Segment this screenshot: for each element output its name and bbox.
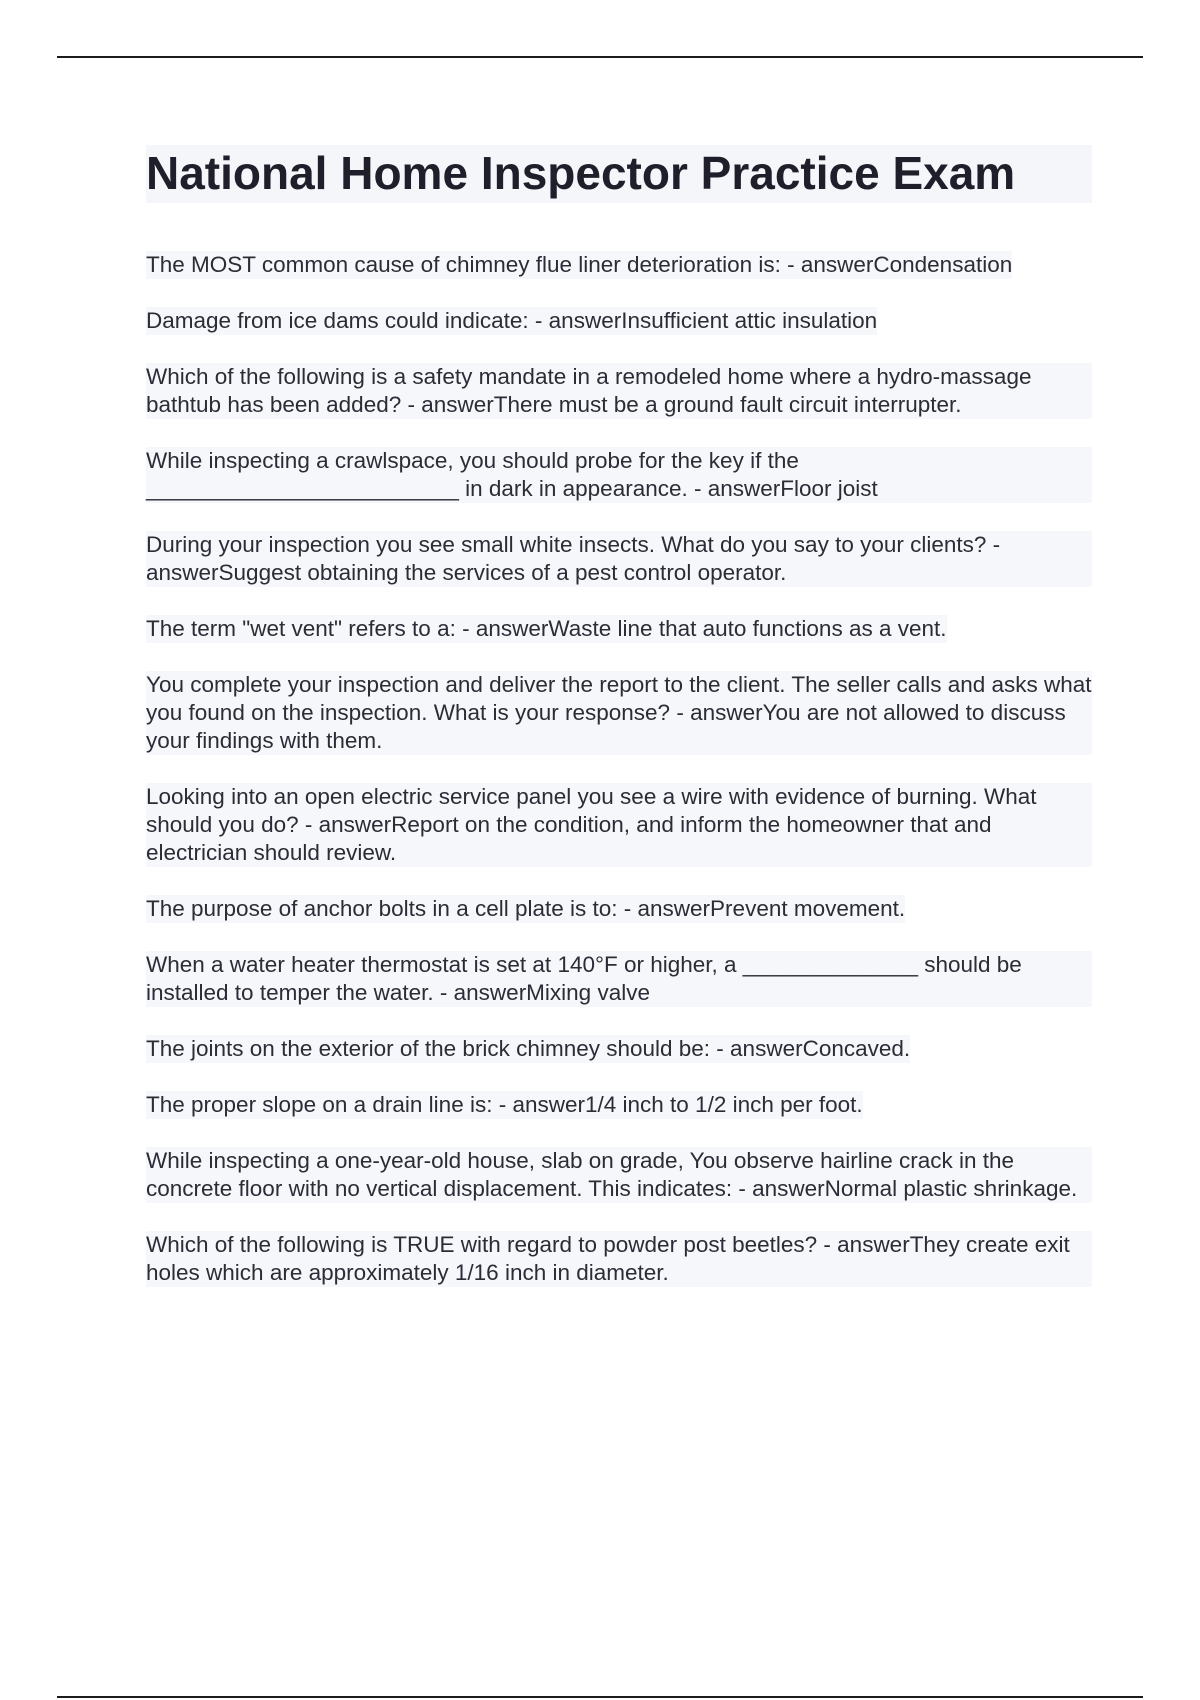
- qa-item: The MOST common cause of chimney flue liner deterioration is: - answerCondensation: [146, 252, 1013, 277]
- qa-item: The purpose of anchor bolts in a cell plate is to: - answerPrevent movement.: [146, 896, 906, 921]
- qa-item: The joints on the exterior of the brick chimney should be: - answerConcaved.: [146, 1036, 911, 1061]
- qa-item: You complete your inspection and deliver the report to the client. The seller calls and asks what you found on the inspection. What is your response? - answerYou are not allowed to discuss your findings with them.: [146, 672, 1092, 753]
- qa-item: When a water heater thermostat is set at 140°F or higher, a ______________ should be installed to temper the water. - answerMixing valve: [146, 951, 1092, 1007]
- question-list: [146, 251, 1092, 1315]
- bottom-rule: [57, 1696, 1143, 1698]
- qa-item: The term "wet vent" refers to a: - answerWaste line that auto functions as a vent.: [146, 616, 947, 641]
- title-block: [146, 145, 1092, 203]
- qa-item: Which of the following is a safety mandate in a remodeled home where a hydro-massage bathtub has been added? - answerThere must be a ground fault circuit interrupter.: [146, 363, 1092, 419]
- qa-item: The proper slope on a drain line is: - answer1/4 inch to 1/2 inch per foot.: [146, 1092, 863, 1117]
- qa-item: During your inspection you see small white insects. What do you say to your clients? - answerSuggest obtaining the services of a pest control operator.: [146, 531, 1092, 587]
- qa-item: Damage from ice dams could indicate: - answerInsufficient attic insulation: [146, 308, 878, 333]
- document-body: [146, 145, 1092, 1315]
- qa-item: While inspecting a one-year-old house, slab on grade, You observe hairline crack in the concrete floor with no vertical displacement. This indicates: - answerNormal plastic shrinkage.: [146, 1147, 1092, 1203]
- qa-item: Which of the following is TRUE with regard to powder post beetles? - answerThey create exit holes which are approximately 1/16 inch in diameter.: [146, 1231, 1092, 1287]
- top-rule: [57, 56, 1143, 58]
- page-title: National Home Inspector Practice Exam: [146, 147, 1016, 199]
- qa-item: While inspecting a crawlspace, you should probe for the key if the _________________________ in dark in appearance. - answerFloor joist: [146, 447, 1092, 503]
- qa-item: Looking into an open electric service panel you see a wire with evidence of burning. What should you do? - answerReport on the condition, and inform the homeowner that and electrician should review.: [146, 783, 1092, 867]
